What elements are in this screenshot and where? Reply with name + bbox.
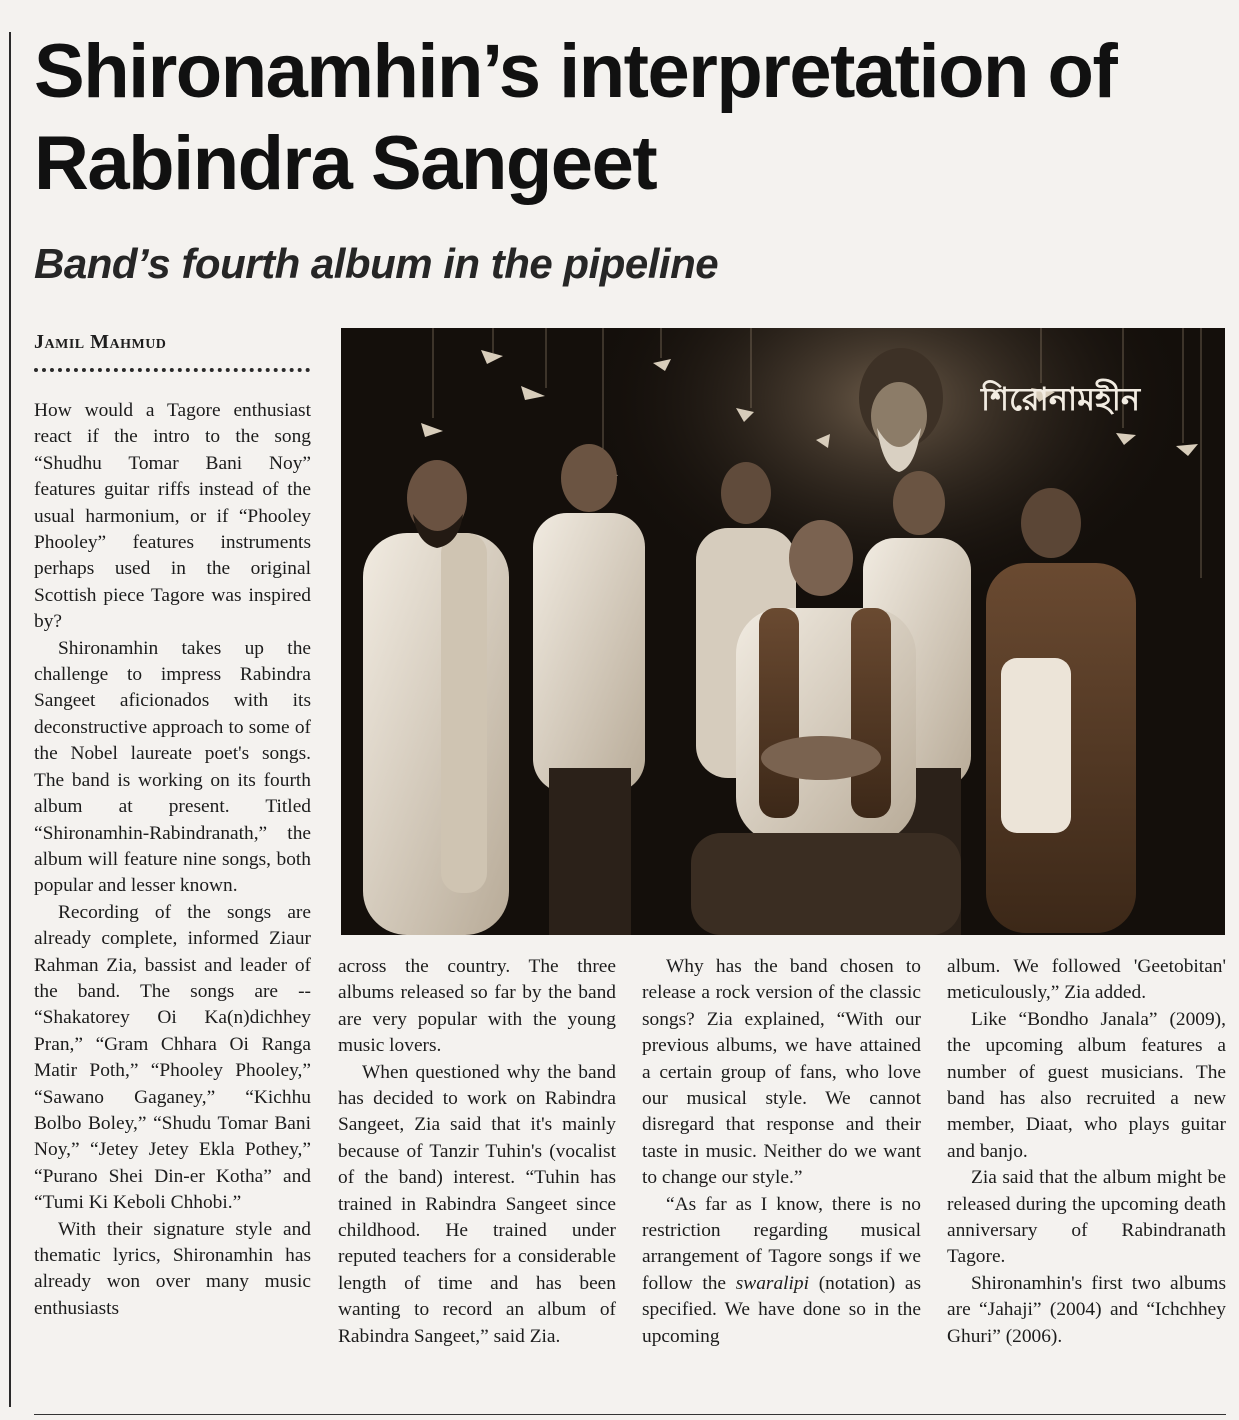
paragraph: How would a Tagore enthusiast react if the intro to the song “Shudhu Tomar Bani Noy” features guitar riffs instead of the usual harmonium, or if “Phooley Phooley” features instruments perhaps used in the original Scottish piece Tagore was inspired by? — [34, 400, 311, 633]
band-photo — [341, 328, 1225, 935]
italic-term-swaralipi: swaralipi — [735, 1272, 809, 1294]
paragraph-text: “As far as I know, there is no restriction regarding musical arrangement of Tagore songs if we follow the — [642, 1193, 921, 1294]
paragraph: Shironamhin's first two albums are “Jahaji” (2004) and “Ichchhey Ghuri” (2006). — [947, 1272, 1226, 1347]
paragraph: Zia said that the album might be released during the upcoming death anniversary of Rabindranath Tagore. — [947, 1167, 1226, 1268]
paragraph-text: (notation) as specified. We have done so in the upcoming — [642, 1272, 922, 1347]
article-column-4 — [947, 954, 1226, 1350]
paragraph: Shironamhin takes up the challenge to impress Rabindra Sangeet aficionados with its deconstructive approach to some of the Nobel laureate poet's songs. The band is working on its fourth album at present. Titled “Shironamhin-Rabindranath,” the album will feature nine songs, both popular and lesser known. — [34, 637, 311, 897]
paragraph: Like “Bondho Janala” (2009), the upcoming album features a number of guest musicians. The band has also recruited a new member, Diaat, who plays guitar and banjo. — [947, 1008, 1226, 1162]
article-column-1 — [34, 398, 311, 1322]
paragraph: Recording of the songs are already complete, informed Ziaur Rahman Zia, bassist and leader of the band. The songs are -- “Shakatorey Oi Ka(n)dichhey Pran,” “Gram Chhara Oi Ranga Matir Poth,” “Phooley Phooley,” “Sawano Gaganey,” “Kichhu Bolbo Boley,” “Shudu Tomar Bani Noy,” “Jetey Jetey Ekla Pothey,” “Purano Shei Din-er Kotha” and “Tumi Ki Keboli Chhobi.” — [34, 901, 311, 1214]
bottom-rule — [34, 1414, 1226, 1415]
headline: Shironamhin’s interpretation of Rabindra Sangeet — [34, 29, 1117, 206]
paragraph: Why has the band chosen to release a rock version of the classic songs? Zia explained, “With our previous albums, we have attained a certain group of fans, who love our musical style. We cannot disregard that response and their taste in music. Neither do we want to change our style.” — [642, 956, 921, 1189]
paragraph: across the country. The three albums released so far by the band are very popular with the young music lovers. — [338, 956, 616, 1057]
article-column-2 — [338, 954, 616, 1350]
paragraph: When questioned why the band has decided to work on Rabindra Sangeet, Zia said that it's mainly because of Tanzir Tuhin's (vocalist of the band) interest. “Tuhin has trained in Rabindra Sangeet since childhood. He trained under reputed teachers for a considerable length of time and has been wanting to record an album of Rabindra Sangeet,” said Zia. — [338, 1061, 616, 1347]
paragraph: With their signature style and thematic lyrics, Shironamhin has already won over many music enthusiasts — [34, 1218, 311, 1319]
band-photo-illustration — [341, 328, 1225, 935]
left-column-rule — [9, 32, 11, 1407]
band-logo: শিরোনামহীন — [981, 380, 1141, 418]
paragraph — [642, 1192, 921, 1350]
paragraph: album. We followed 'Geetobitan' meticulously,” Zia added. — [947, 956, 1226, 1004]
byline-dotted-rule — [34, 368, 310, 372]
article-column-3 — [642, 954, 921, 1350]
byline: Jamil Mahmud — [34, 331, 167, 353]
subheadline: Band’s fourth album in the pipeline — [34, 240, 719, 287]
